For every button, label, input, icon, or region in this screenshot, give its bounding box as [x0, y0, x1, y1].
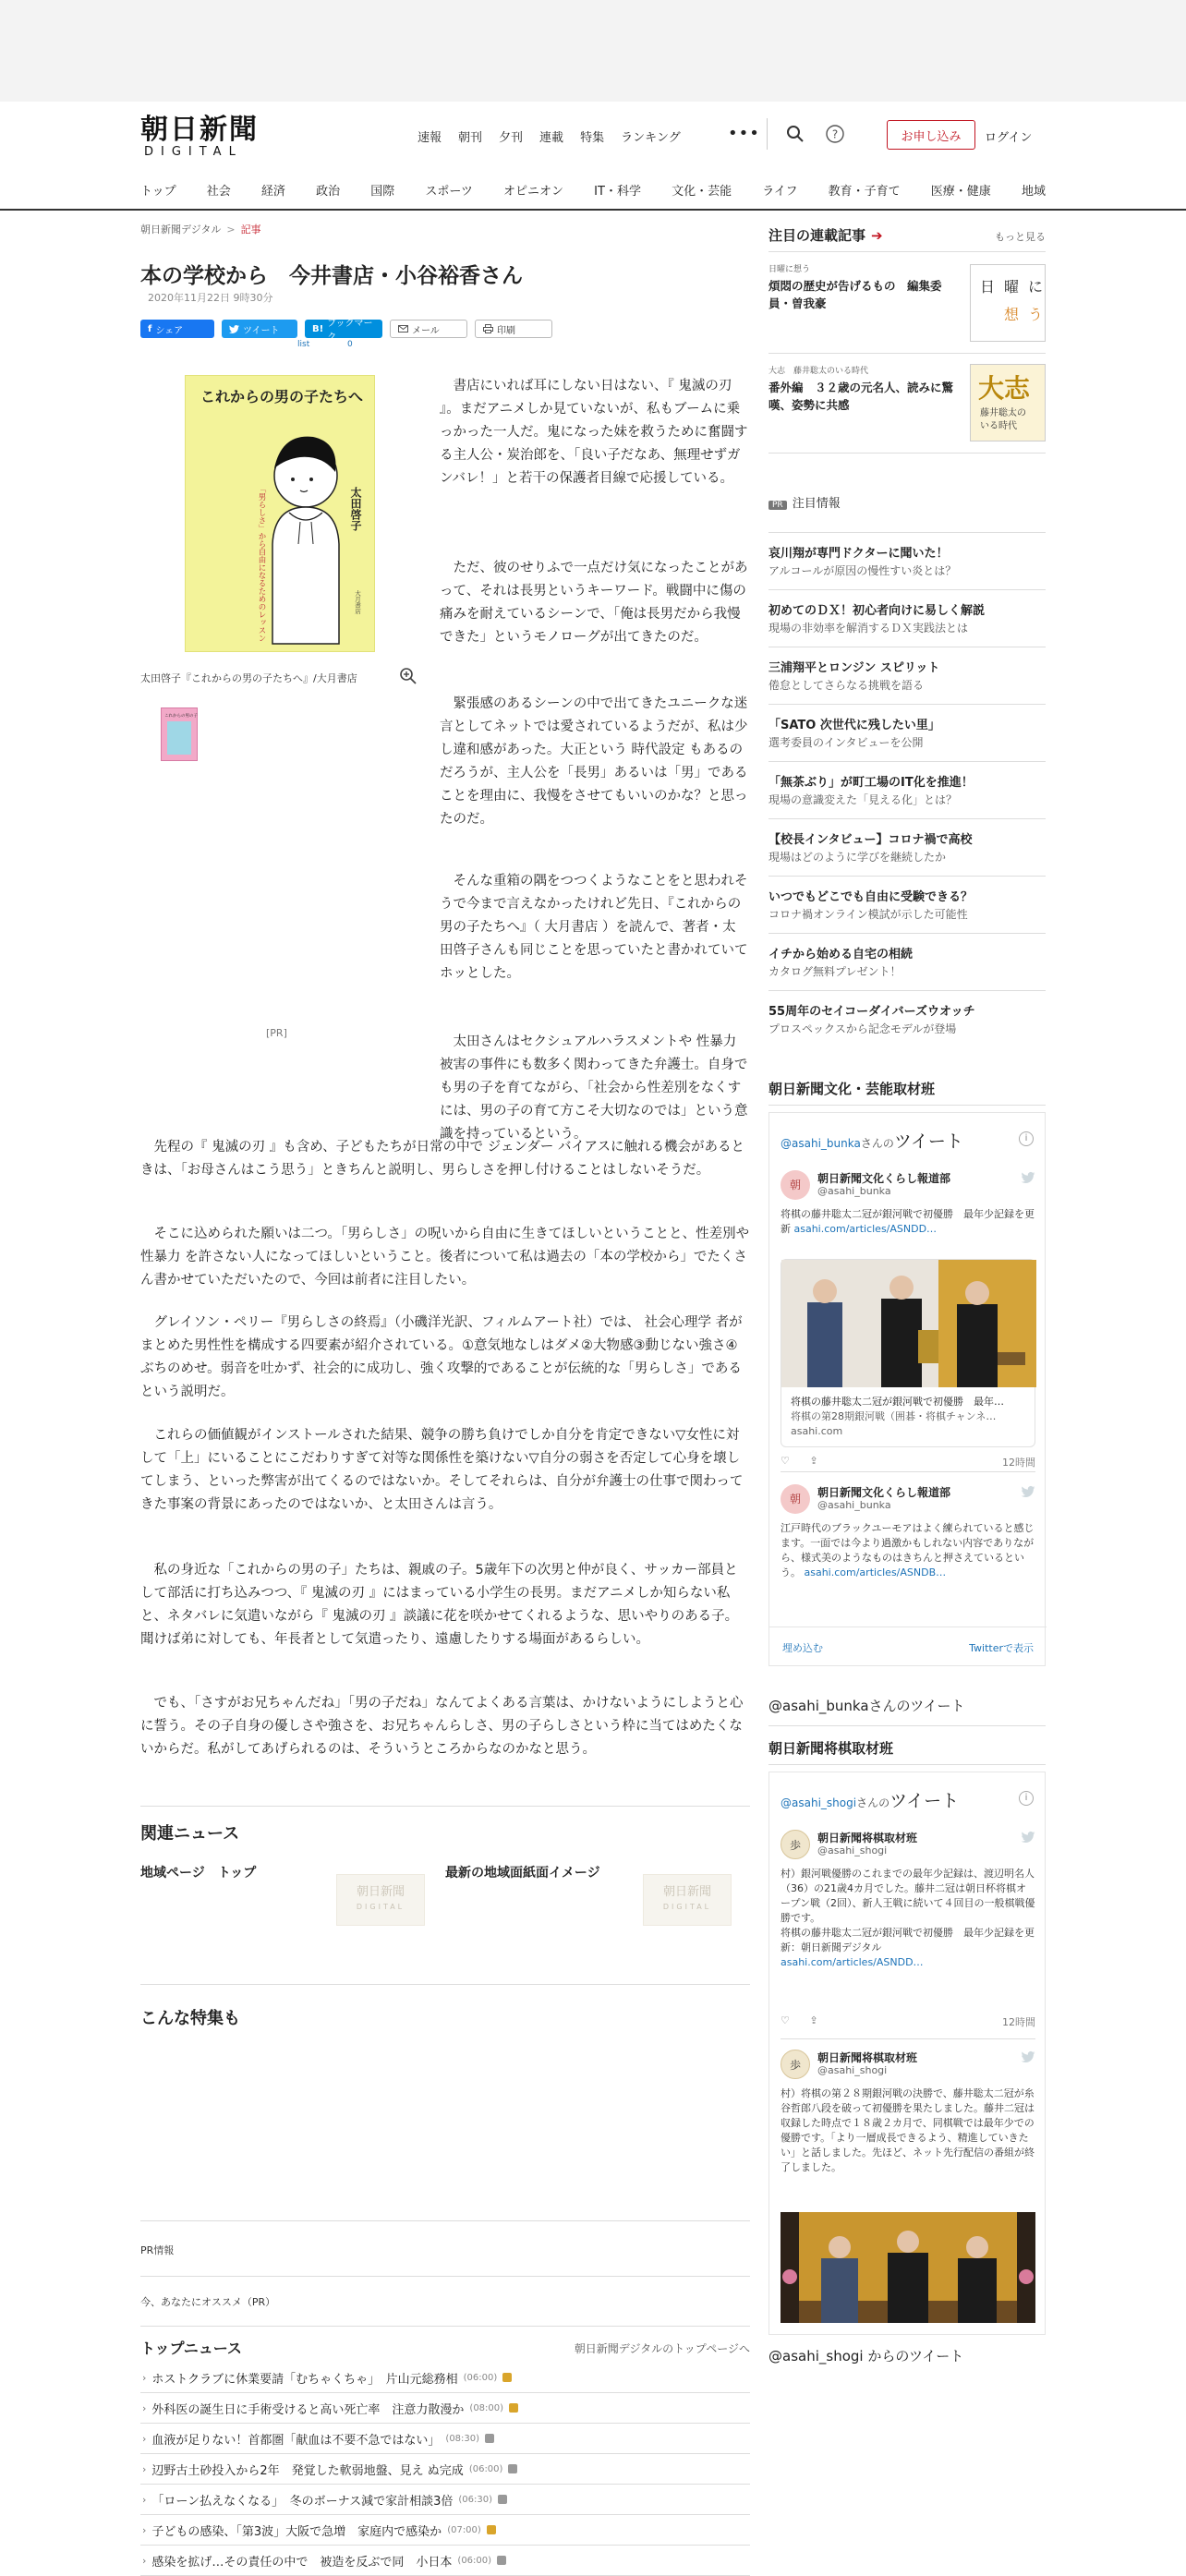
pr-label: [PR]: [266, 1027, 287, 1039]
main-nav: [0, 174, 1186, 211]
twitter-bird-icon: [1021, 2051, 1035, 2062]
avatar[interactable]: 朝: [781, 1484, 810, 1514]
attention-item[interactable]: 「無茶ぶり」が町工場のIT化を推進！ 現場の意識変えた「見える化」とは？: [768, 761, 1046, 818]
chevron-right-icon: ›: [142, 2523, 147, 2536]
tweet-actions: [781, 1455, 1035, 1467]
twitter-bird-icon: [1021, 1832, 1035, 1843]
tweet-link-card[interactable]: 将棋の藤井聡太二冠が銀河戦で初優勝 最年… 将棋の第28期銀河戦（囲碁・将棋チャンネ… asahi.com: [781, 1259, 1035, 1447]
thumbnail-cover: [167, 721, 191, 755]
lock-icon: [498, 2495, 507, 2504]
article-date: 2020年11月22日 9時30分: [148, 292, 273, 304]
attention-item[interactable]: 「SATO 次世代に残したい里」 選考委員のインタビューを公開: [768, 704, 1046, 761]
nav-life[interactable]: ライフ: [762, 185, 798, 199]
search-icon[interactable]: [785, 124, 805, 144]
bunka-section-title: 朝日新聞文化・芸能取材班: [768, 1081, 936, 1097]
paragraph: 緊張感のあるシーンの中で出てきたユニークな迷言としてネットでは愛されているようだが、私は少し違和感があった。大正という 時代設定 もあるのだろうが、主人公を「長男」あるいは「男」であることを理由に、我慢をさせてもいいのかな？と思ったのだ。: [440, 696, 748, 827]
pr-info-label: PR情報: [140, 2244, 175, 2256]
divider: [781, 2038, 1035, 2039]
more-menu-button[interactable]: •••: [728, 124, 760, 143]
nav-choukan[interactable]: 朝刊: [458, 131, 483, 145]
twitter-share-button[interactable]: ツイート: [222, 320, 297, 338]
bunka-twitter-timeline: [768, 1112, 1046, 1666]
serial-heading: 注目の連載記事 ➔: [768, 227, 883, 244]
timeline-header: @asahi_bunkaさんのツイート: [781, 1131, 963, 1152]
print-button[interactable]: 印刷: [475, 320, 552, 338]
nav-health[interactable]: 医療・健康: [930, 185, 991, 199]
nav-top[interactable]: トップ: [140, 185, 176, 199]
top-news-title: トップニュース: [140, 2340, 242, 2357]
attention-item[interactable]: 初めてのＤＸ！初心者向けに易しく解説 現場の非効率を解消するＤＸ実践法とは: [768, 589, 1046, 647]
arrow-right-icon: ➔: [871, 227, 883, 244]
related-item-region-top[interactable]: 地域ページ トップ: [140, 1866, 257, 1881]
lock-icon: [497, 2556, 506, 2565]
tweet-time[interactable]: 12時間: [1002, 1457, 1035, 1469]
view-on-twitter-link[interactable]: Twitterで表示: [969, 1642, 1034, 1654]
lock-icon: [502, 2373, 512, 2382]
serial-link[interactable]: 煩悶の歴史が告げるもの 編集委員・曽我豪: [768, 279, 942, 310]
svg-text:太田啓子: 太田啓子: [349, 487, 362, 531]
image-caption: 太田啓子『これからの男の子たちへ』/大月書店: [140, 672, 357, 684]
attention-item[interactable]: いつでもどこでも自由に受験できる？ コロナ禍オンライン模試が示した可能性: [768, 876, 1046, 933]
serial-image[interactable]: 日 曜 に 想 う: [970, 264, 1046, 342]
mail-icon: [398, 325, 408, 333]
tweet-author[interactable]: 朝日新聞文化くらし報道部: [817, 1172, 951, 1185]
heart-icon[interactable]: ♡: [781, 1455, 790, 1467]
chevron-right-icon: ›: [142, 2462, 147, 2475]
paragraph: そこに込められた願いは二つ。「男らしさ」の呪いから自由に生きてほしいということと、性差別や 性暴力 を許さない人になってほしいということ。後者について私は過去の「本の学校から」でたくさん書かせていただいたので、今回は前者に注目したい。: [140, 1227, 750, 1288]
hatena-share-count: 0: [347, 340, 353, 349]
svg-text:これからの男の子: これからの男の子: [164, 714, 198, 719]
chevron-right-icon: ›: [142, 2432, 147, 2445]
tweet: [781, 1830, 1035, 2033]
serial-tag: 日曜に想う: [768, 265, 811, 274]
divider: [768, 1764, 1046, 1765]
nav-rensai[interactable]: 連載: [539, 131, 564, 145]
info-icon[interactable]: i: [1019, 1791, 1034, 1806]
tweet-photo[interactable]: [781, 2212, 1035, 2327]
nav-ranking[interactable]: ランキング: [621, 131, 681, 145]
attention-item[interactable]: イチから始める自宅の相続 カタログ無料プレゼント！: [768, 933, 1046, 990]
info-icon[interactable]: i: [1019, 1131, 1034, 1146]
book-cover-image[interactable]: [185, 375, 375, 652]
news-item[interactable]: › 血液が足りない！首都圏「献血は不要不急ではない」 (08:30): [140, 2424, 750, 2454]
twitter-share-count: list: [297, 340, 310, 349]
paragraph: 書店にいれば耳にしない日はない、『 鬼滅の刃 』。まだアニメしか見ていないが、私もブームに乗っかった一人だ。鬼になった妹を救うために奮闘する主人公・炭治郎を、「良い子だなあ、無理せずガンバレ！」と若干の保護者目線で応援している。: [440, 379, 748, 486]
top-nav: [418, 127, 681, 145]
tweet-handle: @asahi_bunka: [817, 1499, 891, 1511]
tweet: [781, 2050, 1035, 2327]
paragraph: グレイソン・ペリー『男らしさの終焉』（小磯洋光訳、フィルムアート社）では、 社会心理学 者がまとめた男性性を構成する四要素が紹介されている。①意気地なしはダメ②大物感③動じない強さ④ぶちのめせ。弱音を吐かず、社会的に成功し、強く攻撃的であることが伝統的な「男らしさ」であるという説明だ。: [140, 1315, 743, 1399]
breadcrumb: 朝日新聞デジタル > 記事: [140, 224, 261, 236]
site-logo[interactable]: 朝日新聞 DIGITAL: [140, 114, 259, 159]
divider: [768, 353, 1046, 354]
serial-image[interactable]: 大志 藤井聡太の いる時代: [970, 364, 1046, 441]
serial-tag: 大志 藤井聡太のいる時代: [768, 367, 869, 376]
nav-it-science[interactable]: IT・科学: [594, 185, 641, 199]
divider: [768, 1105, 1046, 1106]
nav-opinion[interactable]: オピニオン: [503, 185, 564, 199]
nav-yukan[interactable]: 夕刊: [499, 131, 524, 145]
nav-culture[interactable]: 文化・芸能: [672, 185, 732, 199]
svg-text:大月書店: 大月書店: [354, 590, 361, 614]
top-page-link[interactable]: 朝日新聞デジタルのトップページへ: [574, 2342, 750, 2355]
share-icon[interactable]: ⇪: [809, 2014, 818, 2026]
tweet-handle: @asahi_shogi: [817, 1844, 888, 1856]
svg-text:これからの男の子たちへ: これからの男の子たちへ: [200, 388, 364, 405]
related-thumb-placeholder[interactable]: 朝日新聞 DIGITAL: [336, 1874, 425, 1926]
paragraph: でも、「さすがお兄ちゃんだね」「男の子だね」なんてよくある言葉は、かけないようにしようと心に誓う。その子自身の優しさや強さを、お兄ちゃんらしさ、男の子らしさという枠に当てはめたくないからだ。私がしてあげられるのは、そういうところからなのかなと思う。: [140, 1696, 744, 1757]
lock-icon: [485, 2434, 494, 2443]
shogi-tweets-link[interactable]: @asahi_shogi からのツイート: [768, 2348, 964, 2364]
share-buttons: [140, 319, 552, 343]
nav-region[interactable]: 地域: [1021, 185, 1046, 199]
nav-sports[interactable]: スポーツ: [425, 185, 473, 199]
breadcrumb-current[interactable]: 記事: [240, 224, 261, 236]
nav-international[interactable]: 国際: [370, 185, 395, 199]
facebook-icon: f: [148, 323, 152, 334]
svg-text:「男らしさ」から自由になるためのレッスン: 「男らしさ」から自由になるためのレッスン: [257, 485, 266, 642]
divider: [768, 251, 1046, 252]
news-item[interactable]: › 辺野古土砂投入から2年 発覚した軟弱地盤、見え ぬ完成 (06:00): [140, 2454, 750, 2485]
tweet: [781, 1484, 1035, 1614]
avatar[interactable]: 朝: [781, 1170, 810, 1200]
shogi-section-title: 朝日新聞将棋取材班: [768, 1740, 894, 1757]
chevron-right-icon: ›: [142, 2371, 147, 2384]
share-icon[interactable]: ⇪: [809, 1455, 818, 1467]
tweet-handle: @asahi_shogi: [817, 2064, 888, 2076]
bunka-tweets-link[interactable]: @asahi_bunkaさんのツイート: [768, 1698, 965, 1714]
divider: [768, 453, 1046, 454]
tweet-author[interactable]: 朝日新聞文化くらし報道部: [817, 1486, 951, 1499]
related-news-title: 関連ニュース: [140, 1824, 240, 1844]
nav-education[interactable]: 教育・子育て: [828, 185, 901, 199]
timeline-footer: [769, 1627, 1047, 1667]
paragraph: そんな重箱の隅をつつくようなことをと思われそうで今まで言えなかったけれど先日、『これからの男の子たちへ』（ 大月書店 ）を読んで、著者・太田啓子さんも同じことを思っていたと書かれていてホッとした。: [440, 874, 748, 981]
hatena-bookmark-button[interactable]: B! ブックマーク: [305, 320, 382, 338]
nav-society[interactable]: 社会: [206, 185, 231, 199]
hatena-icon: B!: [312, 323, 324, 334]
embed-link[interactable]: 埋め込む: [782, 1642, 823, 1654]
tweet-time[interactable]: 12時間: [1002, 2016, 1035, 2028]
article-title: 本の学校から 今井書店・小谷裕香さん: [140, 263, 523, 288]
pr-recommend-label: 今、あなたにオススメ（PR）: [140, 2296, 276, 2308]
news-item[interactable]: › 感染を拡げ…その責任の中で 被造を反ぶで同 小日本 (06:00): [140, 2546, 750, 2576]
printer-icon: [483, 324, 493, 333]
top-news-list: [140, 2363, 750, 2576]
shogi-twitter-timeline: [768, 1772, 1046, 2335]
divider: [140, 2326, 750, 2327]
paragraph: これらの価値観がインストールされた結果、競争の勝ち負けでしか自分を肯定できない▽女性に対して「上」にいることにこだわりすぎて対等な関係性を築けない▽自分の弱さを否定して心身を壊してしまう、といった弊害が出てくるのではないか。そしてそれらは、自分が弁護士の仕事で関わってきた事案の背景にあったのではないか、と太田さんは言う。: [140, 1428, 744, 1512]
top-ad-banner: [0, 0, 1186, 102]
serial-link[interactable]: 番外編 ３２歳の元名人、読みに驚嘆、姿勢に共感: [768, 381, 954, 412]
lock-icon: [509, 2403, 518, 2413]
site-header: [0, 102, 1186, 166]
special-feature-title: こんな特集も: [140, 1984, 750, 2029]
news-item[interactable]: › ホストクラブに休業要請「むちゃくちゃ」 片山元総務相 (06:00): [140, 2363, 750, 2393]
related-thumb-placeholder[interactable]: 朝日新聞 DIGITAL: [643, 1874, 732, 1926]
nav-economy[interactable]: 経済: [260, 185, 285, 199]
mail-share-button[interactable]: メール: [390, 320, 467, 338]
tweet-text: 江戸時代のブラックユーモアはよく練られていると感じます。一面では今より過激かもしれない内容でありながら、様式美のようなものはきちんと押さえているという。 asahi.com/articles/ASNDB…: [781, 1522, 1035, 1578]
svg-text:?: ?: [831, 127, 839, 141]
divider: [140, 1806, 750, 1807]
paragraph: ただ、彼のせりふで一点だけ気になったことがあって、それは長男というキーワード。戦闘中に傷の痛みを耐えているシーンで、「俺は長男だから我慢できた」というモノローグが出てきたのだ。: [440, 561, 748, 645]
subscribe-button[interactable]: お申し込み: [887, 120, 975, 150]
video-icon: [508, 2464, 517, 2473]
tweet-card-image: [781, 1260, 1036, 1387]
breadcrumb-home[interactable]: 朝日新聞デジタル: [140, 224, 222, 236]
chevron-right-icon: ›: [142, 2401, 147, 2414]
help-icon[interactable]: [825, 124, 845, 144]
chevron-right-icon: ›: [142, 2493, 147, 2506]
avatar[interactable]: 歩: [781, 1830, 810, 1859]
attention-item[interactable]: 三浦翔平とロンジン スピリット 倦怠としてさらなる挑戦を語る: [768, 647, 1046, 704]
timeline-header: @asahi_shogiさんのツイート: [781, 1791, 960, 1811]
tweet-handle: @asahi_bunka: [817, 1185, 891, 1197]
news-item[interactable]: › 外科医の誕生日に手術受けると高い死亡率 注意力散漫か (08:00): [140, 2393, 750, 2424]
tweet-author[interactable]: 朝日新聞将棋取材班: [817, 2051, 918, 2064]
facebook-share-button[interactable]: f シェア: [140, 320, 214, 338]
attention-item[interactable]: 55周年のセイコーダイバーズウオッチ プロスペックスから記念モデルが登場: [768, 990, 1046, 1047]
news-item[interactable]: › 子どもの感染、「第3波」大阪で急増 家庭内で感染か (07:00): [140, 2515, 750, 2546]
tweet-author[interactable]: 朝日新聞将棋取材班: [817, 1832, 918, 1844]
tweet-text: 村）将棋の第２８期銀河戦の決勝で、藤井聡太二冠が糸谷哲郎八段を破って初優勝を果たしました。藤井二冠は収録した時点で１８歳２カ月で、同棋戦では最年少での優勝です。「より一層成長できるよう、精進していきたい」と話しました。先ほど、ネット先行配信の番組が終了しました。: [781, 2087, 1035, 2173]
chevron-right-icon: ›: [142, 2554, 147, 2567]
nav-sokuho[interactable]: 速報: [418, 131, 442, 145]
tweet-text: 村）銀河戦優勝のこれまでの最年少記録は、渡辺明名人（36）の21歳4カ月でした。藤井二冠は朝日杯将棋オープン戦（2回）、新人王戦に続いて４回目の一般棋戦優勝です。 将棋の藤井聡太二冠が銀河戦で初優勝 最年少記録を更新：朝日新聞デジタル asahi.com/articles/ASNDD…: [781, 1868, 1035, 1968]
twitter-bird-icon: [1021, 1172, 1035, 1183]
nav-tokushu[interactable]: 特集: [580, 131, 605, 145]
header-divider: [767, 118, 768, 150]
paragraph: 先程の『 鬼滅の刃 』も含め、子どもたちが日常の中で ジェンダー バイアスに触れる機会があるときは、「お母さんはこう思う」ときちんと説明し、男らしさを押し付けることはしないそうだ。: [140, 1140, 744, 1178]
twitter-bird-icon: [229, 325, 239, 333]
login-link[interactable]: ログイン: [985, 131, 1033, 145]
divider: [140, 2220, 750, 2221]
avatar[interactable]: 歩: [781, 2050, 810, 2079]
zoom-icon[interactable]: [399, 667, 418, 685]
divider: [781, 1471, 1035, 1472]
tweet-text: 将棋の藤井聡太二冠が銀河戦で初優勝 最年少記録を更新 asahi.com/articles/ASNDD…: [781, 1208, 1035, 1235]
attention-item[interactable]: 【校長インタビュー】コロナ禍で高校 現場はどのように学びを継続したか: [768, 818, 1046, 876]
attention-info-heading: PR 注目情報: [768, 493, 841, 511]
related-item-region-paper[interactable]: 最新の地域面紙面イメージ: [445, 1866, 600, 1881]
heart-icon[interactable]: ♡: [781, 2014, 790, 2026]
nav-politics[interactable]: 政治: [316, 185, 341, 199]
lock-icon: [487, 2525, 496, 2534]
image-thumbnail[interactable]: [161, 707, 198, 761]
book-cover-illustration: [186, 376, 376, 653]
attention-list: [768, 532, 1046, 1047]
news-item[interactable]: › 「ローン払えなくなる」 冬のボーナス減で家計相談3倍 (06:30): [140, 2485, 750, 2515]
attention-item[interactable]: 哀川翔が専門ドクターに聞いた！ アルコールが原因の慢性すい炎とは？: [768, 532, 1046, 589]
divider: [140, 2276, 750, 2277]
paragraph: 私の身近な「これからの男の子」たちは、親戚の子。5歳年下の次男と仲が良く、サッカー部員として部活に打ち込みつつ、『 鬼滅の刃 』にはまっている小学生の長男。まだアニメしか知らない私と、ネタバレに気遣いながら『 鬼滅の刃 』談議に花を咲かせてくれるような、思いやりのある子。聞けば弟に対しても、年長者として気遣ったり、遠慮したりする場面があるらしい。: [140, 1563, 739, 1647]
more-serials-link[interactable]: もっと見る: [995, 231, 1046, 243]
tweet-actions: [781, 2014, 1035, 2026]
twitter-bird-icon: [1021, 1486, 1035, 1497]
paragraph: 太田さんはセクシュアルハラスメントや 性暴力 被害の事件にも数多く関わってきた弁護士。自身でも男の子を育てながら、「社会から性差別をなくすには、男の子の育て方こそ大切なのでは」という意識を持っているという。: [440, 1034, 748, 1142]
thumbnail-title: [162, 708, 199, 720]
divider: [768, 1725, 1046, 1726]
